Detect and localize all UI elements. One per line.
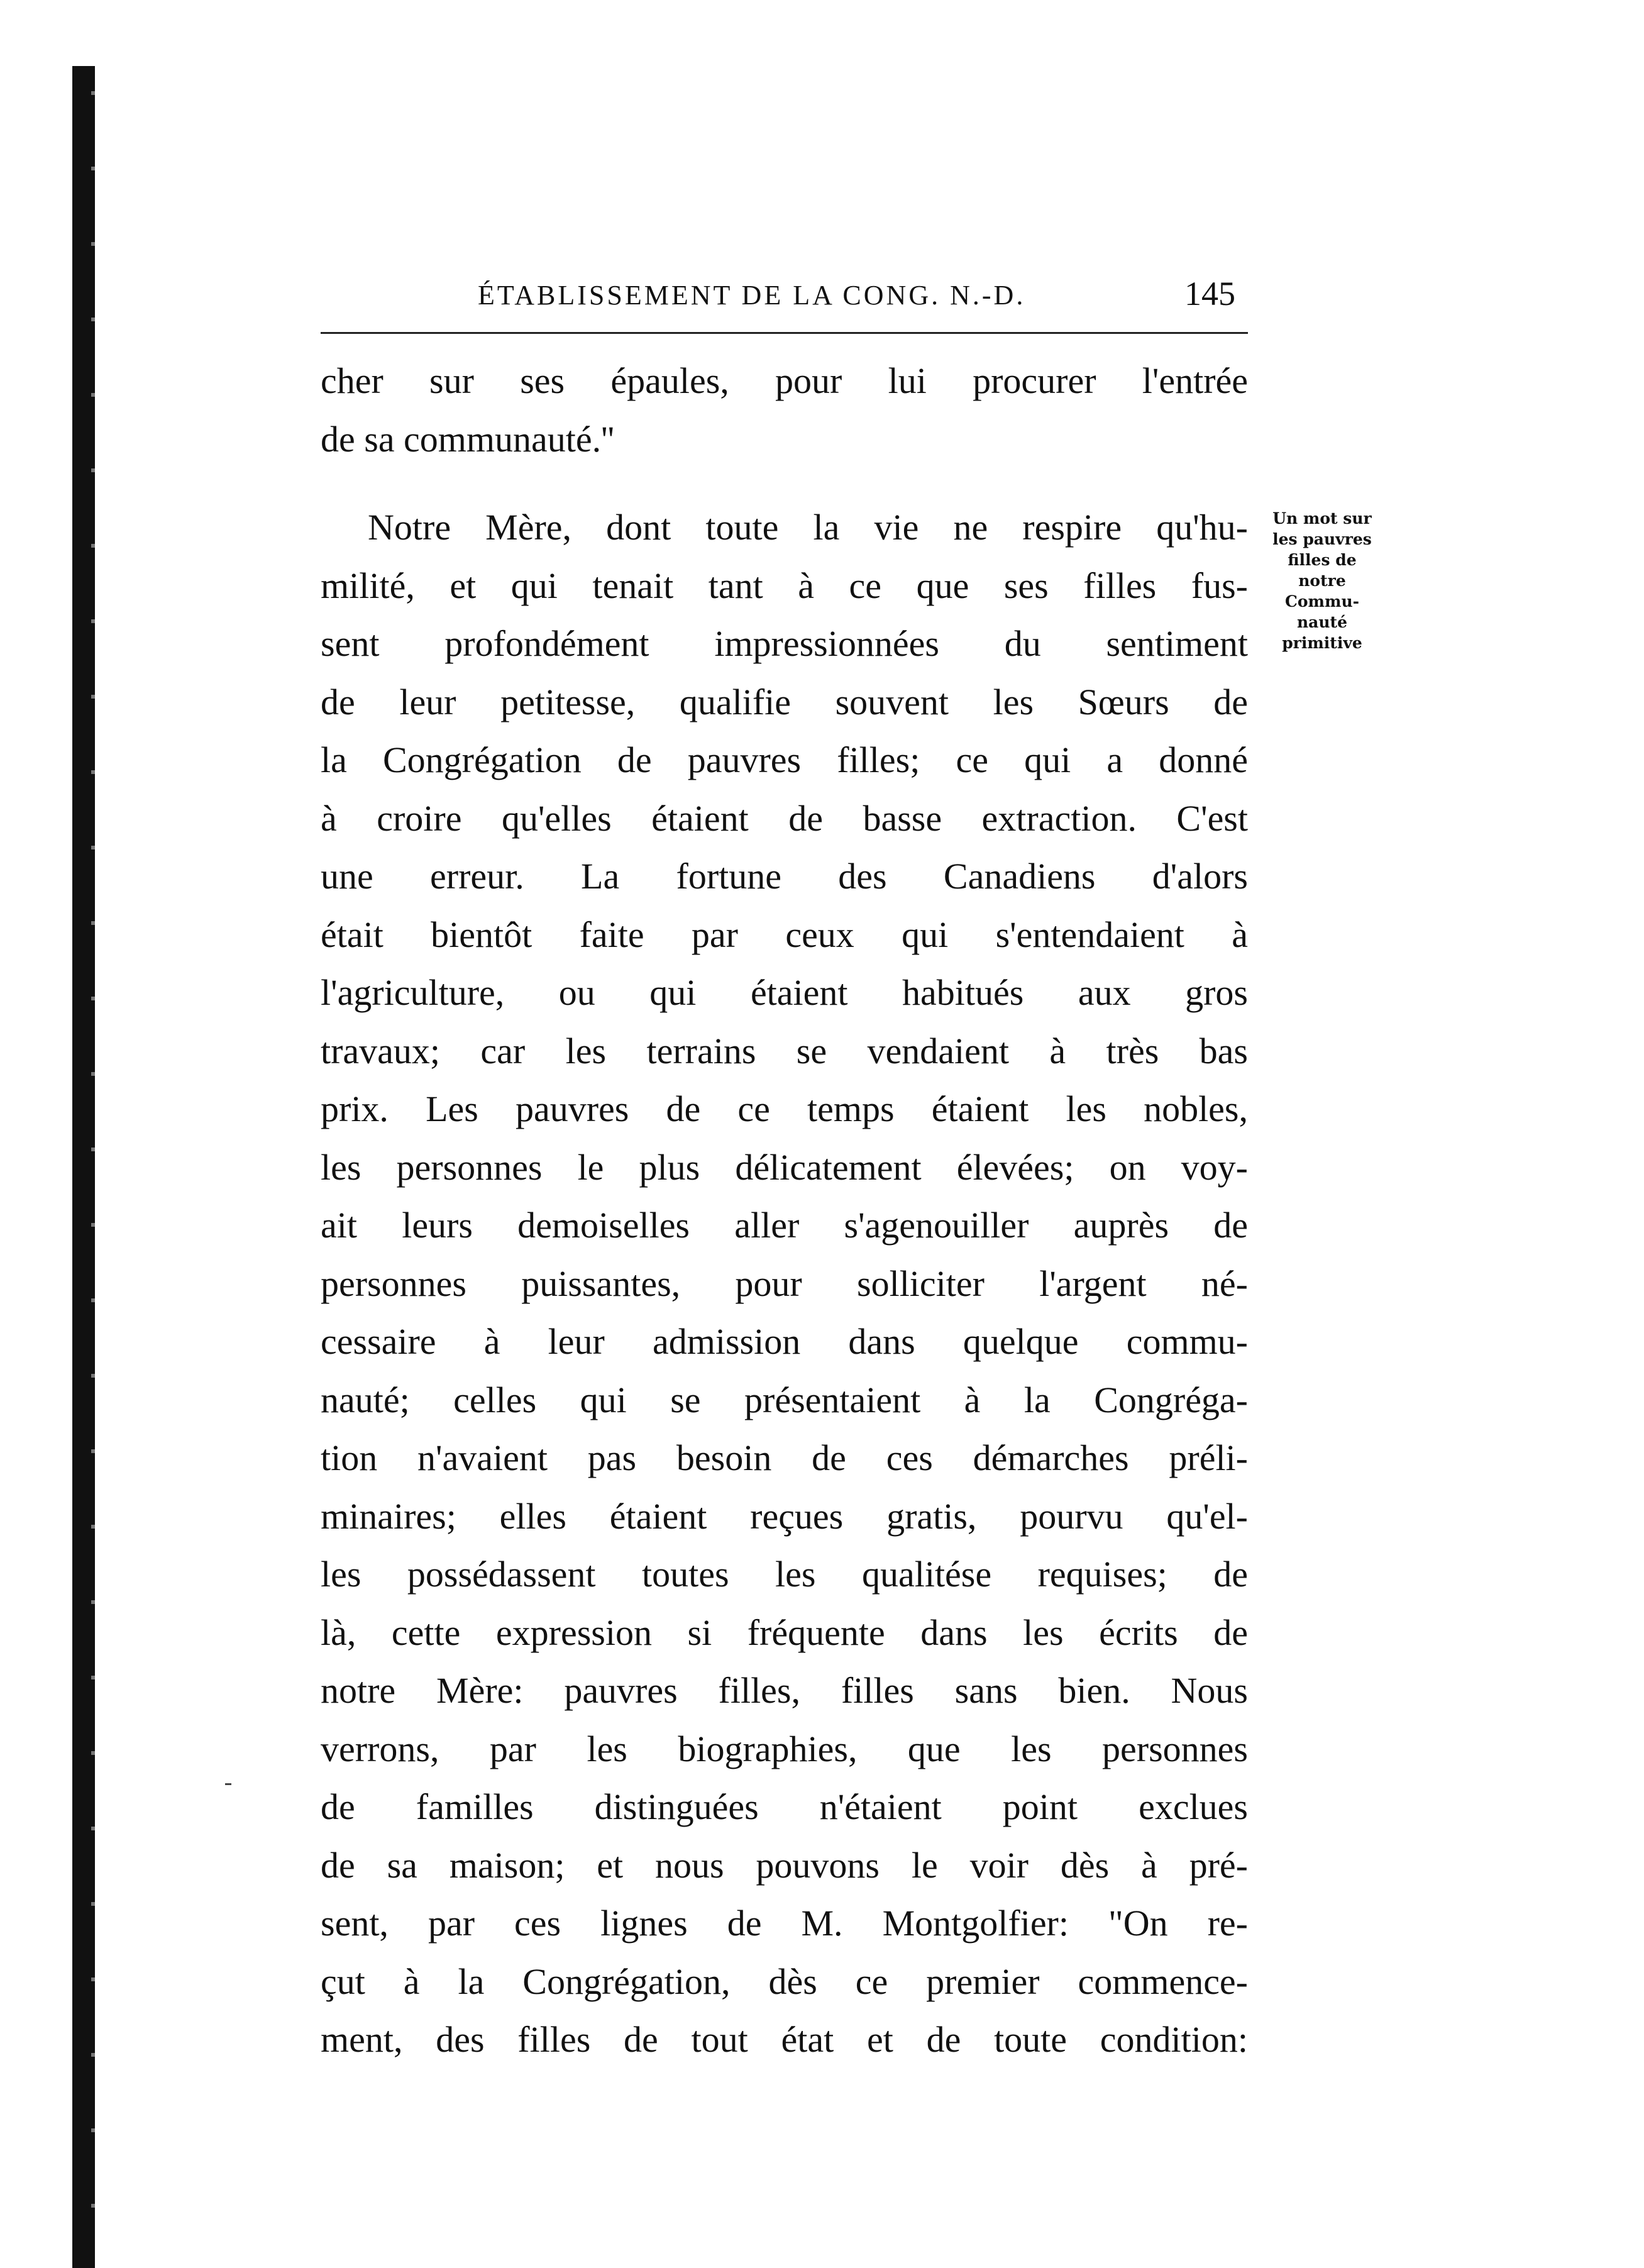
text-line: çut à la Congrégation, dès ce premier commence- xyxy=(321,1961,1248,2002)
paragraph-gap xyxy=(321,468,1248,499)
margin-note-line: notre xyxy=(1298,572,1346,590)
text-line: de sa maison; et nous pouvons le voir dès à pré- xyxy=(321,1844,1248,1886)
text-line: milité, et qui tenait tant à ce que ses filles fus- xyxy=(321,565,1248,606)
text-line: ment, des filles de tout état et de toute condition: xyxy=(321,2019,1248,2060)
text-line: personnes puissantes, pour solliciter l'argent né- xyxy=(321,1263,1248,1304)
text-line: de sa communauté.'' xyxy=(321,418,615,460)
text-line: était bientôt faite par ceux qui s'entendaient à xyxy=(321,914,1248,955)
text-line: une erreur. La fortune des Canadiens d'alors xyxy=(321,856,1248,897)
margin-note xyxy=(1250,508,1394,653)
text-line: travaux; car les terrains se vendaient à très bas xyxy=(321,1030,1248,1071)
margin-note-line: Commu- xyxy=(1284,592,1360,611)
text-line: de leur petitesse, qualifie souvent les Sœurs de xyxy=(321,681,1248,722)
margin-note-line: les pauvres xyxy=(1272,530,1372,548)
margin-note-line: filles de xyxy=(1288,551,1357,569)
text-line: cher sur ses épaules, pour lui procurer l'entrée xyxy=(321,360,1248,401)
stray-ink-mark xyxy=(225,1783,231,1785)
text-line: notre Mère: pauvres filles, filles sans bien. Nous xyxy=(321,1670,1248,1711)
running-header xyxy=(321,274,1248,324)
text-line: sent profondément impressionnées du sentiment xyxy=(321,623,1248,664)
text-line: minaires; elles étaient reçues gratis, pourvu qu'el- xyxy=(321,1495,1248,1537)
text-line: l'agriculture, ou qui étaient habitués aux gros xyxy=(321,972,1248,1013)
binding-edge xyxy=(72,66,95,2268)
body-text xyxy=(321,352,1248,2069)
margin-note-line: Un mot sur xyxy=(1272,509,1372,528)
text-line: sent, par ces lignes de M. Montgolfier: "On re- xyxy=(321,1903,1248,1944)
text-line: cessaire à leur admission dans quelque commu- xyxy=(321,1321,1248,1362)
margin-note-line: nauté xyxy=(1296,613,1347,631)
text-line: de familles distinguées n'étaient point exclues xyxy=(321,1786,1248,1827)
text-line: là, cette expression si fréquente dans les écrits de xyxy=(321,1612,1248,1653)
text-line: nauté; celles qui se présentaient à la Congréga- xyxy=(321,1379,1248,1420)
header-rule xyxy=(321,332,1248,334)
margin-note-line: primitive xyxy=(1282,634,1362,652)
text-line: Notre Mère, dont toute la vie ne respire qu'hu- xyxy=(368,507,1248,548)
header-title: ÉTABLISSEMENT DE LA CONG. N.-D. xyxy=(478,280,1026,311)
text-line: les personnes le plus délicatement élevées; on voy- xyxy=(321,1146,1248,1188)
page-number: 145 xyxy=(1184,275,1235,313)
text-line: la Congrégation de pauvres filles; ce qui a donné xyxy=(321,739,1248,780)
text-line: prix. Les pauvres de ce temps étaient les nobles, xyxy=(321,1088,1248,1129)
text-line: ait leurs demoiselles aller s'agenouiller auprès de xyxy=(321,1205,1248,1246)
text-line: à croire qu'elles étaient de basse extraction. C'est xyxy=(321,797,1248,839)
text-line: verrons, par les biographies, que les personnes xyxy=(321,1728,1248,1769)
text-line: tion n'avaient pas besoin de ces démarches préli- xyxy=(321,1437,1248,1478)
text-line: les possédassent toutes les qualitése requises; de xyxy=(321,1554,1248,1595)
